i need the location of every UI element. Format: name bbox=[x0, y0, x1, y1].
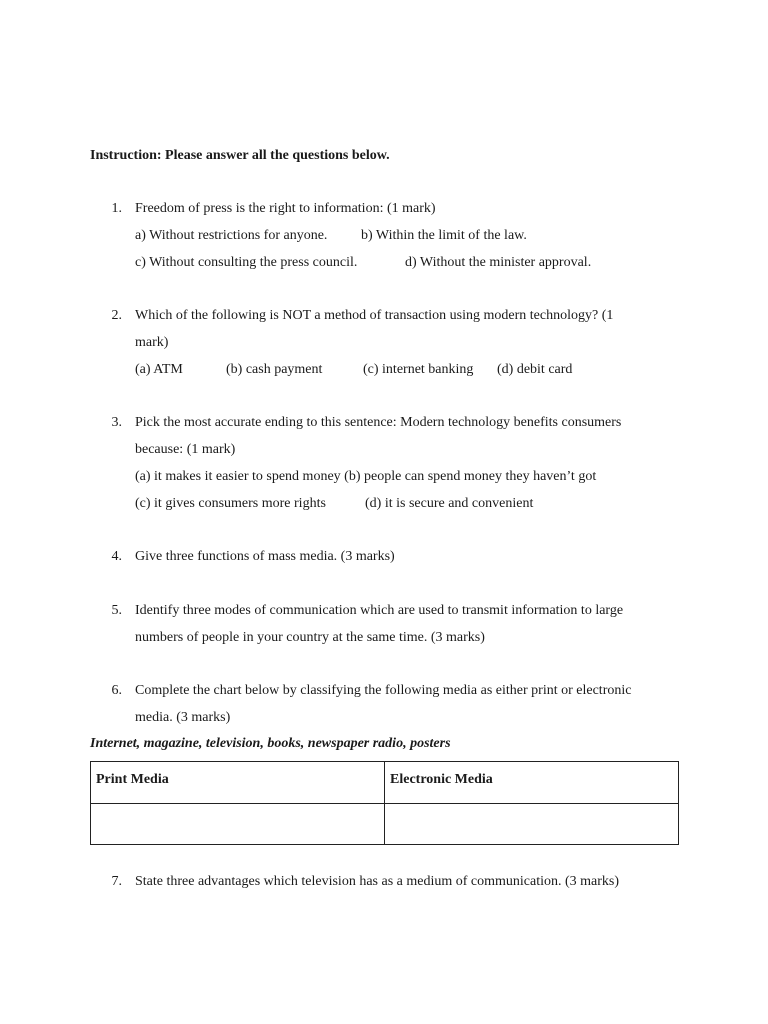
question-text-line-2: mark) bbox=[135, 335, 169, 350]
table-header-cell bbox=[384, 761, 679, 804]
question-text: Give three functions of mass media. (3 marks) bbox=[135, 549, 395, 564]
question-number: 3. bbox=[111, 415, 122, 430]
question-text: Freedom of press is the right to information: (1 mark) bbox=[135, 201, 436, 216]
header-print-media: Print Media bbox=[96, 772, 169, 787]
option-b: (b) cash payment bbox=[226, 362, 323, 377]
option-b: b) Within the limit of the law. bbox=[361, 228, 527, 243]
question-text-line-1: Pick the most accurate ending to this sentence: Modern technology benefits consumers bbox=[135, 415, 622, 430]
option-d: (d) debit card bbox=[497, 362, 573, 377]
question-number: 7. bbox=[111, 874, 122, 889]
header-electronic-media: Electronic Media bbox=[390, 772, 493, 787]
question-text-line-1: Identify three modes of communication which are used to transmit information to large bbox=[135, 603, 624, 618]
question-number: 2. bbox=[111, 308, 122, 323]
question-number: 4. bbox=[111, 549, 122, 564]
question-text-line-2: numbers of people in your country at the same time. (3 marks) bbox=[135, 630, 485, 645]
instruction: Instruction: Please answer all the questions below. bbox=[90, 148, 390, 163]
question-number: 6. bbox=[111, 683, 122, 698]
option-c: (c) internet banking bbox=[363, 362, 474, 377]
table-header-cell bbox=[90, 761, 385, 804]
question-text-line-1: Which of the following is NOT a method of transaction using modern technology? (1 bbox=[135, 308, 614, 323]
question-number: 1. bbox=[111, 201, 122, 216]
option-d: (d) it is secure and convenient bbox=[365, 496, 534, 511]
media-list: Internet, magazine, television, books, newspaper radio, posters bbox=[90, 736, 451, 751]
question-text-line-2: media. (3 marks) bbox=[135, 710, 231, 725]
question-text: State three advantages which television has as a medium of communication. (3 marks) bbox=[135, 874, 620, 889]
option-a: a) Without restrictions for anyone. bbox=[135, 228, 328, 243]
option-d: d) Without the minister approval. bbox=[405, 255, 592, 270]
option-a: (a) ATM bbox=[135, 362, 183, 377]
options-a-b: (a) it makes it easier to spend money (b) people can spend money they haven’t got bbox=[135, 469, 597, 484]
table-cell-print-answer[interactable] bbox=[90, 803, 385, 845]
question-text-line-1: Complete the chart below by classifying the following media as either print or electronic bbox=[135, 683, 632, 698]
option-c: (c) it gives consumers more rights bbox=[135, 496, 326, 511]
option-c: c) Without consulting the press council. bbox=[135, 255, 358, 270]
question-number: 5. bbox=[111, 603, 122, 618]
question-text-line-2: because: (1 mark) bbox=[135, 442, 236, 457]
classification-table bbox=[90, 761, 679, 845]
table-cell-electronic-answer[interactable] bbox=[384, 803, 679, 845]
